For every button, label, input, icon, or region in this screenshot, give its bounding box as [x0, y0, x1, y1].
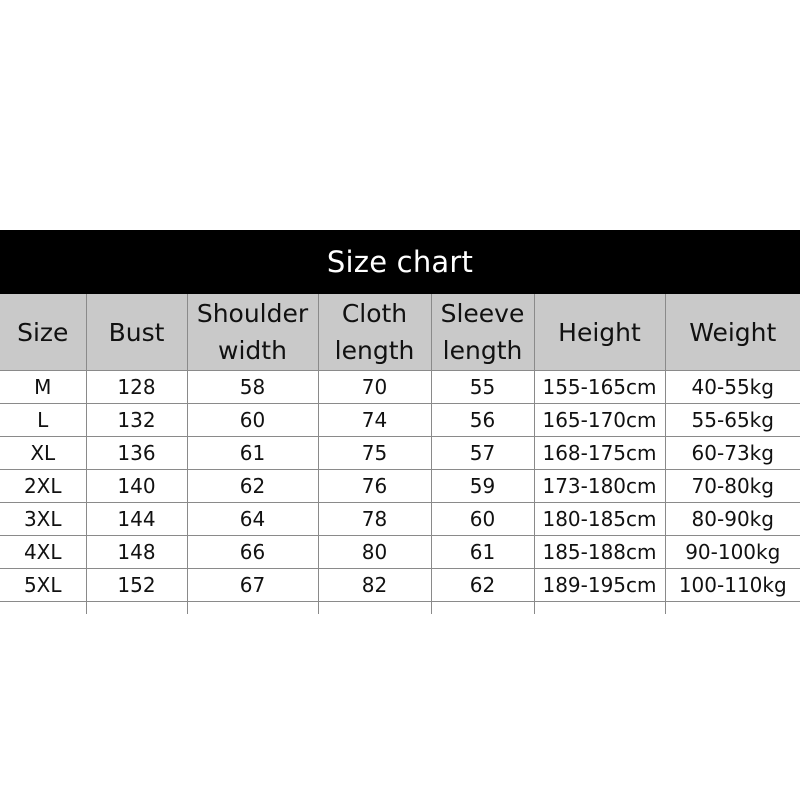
size-chart: [0, 230, 800, 614]
table-row: [0, 437, 800, 470]
chart-title: Size chart: [0, 230, 800, 294]
cell-shoulder-width: 60: [187, 404, 318, 437]
cell-sleeve-length: 60: [431, 503, 534, 536]
cell-shoulder-width: 64: [187, 503, 318, 536]
cell-cloth-length: 78: [318, 503, 431, 536]
cell-height: 189-195cm: [534, 569, 665, 602]
header-size: Size: [0, 294, 86, 371]
table-row: [0, 470, 800, 503]
cell-size: M: [0, 371, 86, 404]
cell-weight: 80-90kg: [665, 503, 800, 536]
table-row: [0, 569, 800, 602]
cell-size: L: [0, 404, 86, 437]
cell-sleeve-length: 57: [431, 437, 534, 470]
cell-height: 155-165cm: [534, 371, 665, 404]
cell-shoulder-width: 61: [187, 437, 318, 470]
header-row: [0, 294, 800, 371]
cell-sleeve-length: 56: [431, 404, 534, 437]
cell-shoulder-width: 58: [187, 371, 318, 404]
cell-height: 185-188cm: [534, 536, 665, 569]
header-shoulder-width: Shoulder width: [187, 294, 318, 371]
table-row: [0, 371, 800, 404]
header-height: Height: [534, 294, 665, 371]
header-weight: Weight: [665, 294, 800, 371]
header-cloth-length: Cloth length: [318, 294, 431, 371]
cell-sleeve-length: 61: [431, 536, 534, 569]
cell-height: 180-185cm: [534, 503, 665, 536]
cell-cloth-length: 74: [318, 404, 431, 437]
cell-weight: 70-80kg: [665, 470, 800, 503]
cell-bust: 152: [86, 569, 187, 602]
cell-weight: 40-55kg: [665, 371, 800, 404]
cell-weight: 100-110kg: [665, 569, 800, 602]
table-row: [0, 503, 800, 536]
cell-shoulder-width: 66: [187, 536, 318, 569]
table-bottom-gridline-stubs: [0, 602, 800, 614]
header-sleeve-length: Sleeve length: [431, 294, 534, 371]
cell-sleeve-length: 55: [431, 371, 534, 404]
header-bust: Bust: [86, 294, 187, 371]
cell-bust: 148: [86, 536, 187, 569]
table-row: [0, 536, 800, 569]
cell-height: 173-180cm: [534, 470, 665, 503]
cell-shoulder-width: 62: [187, 470, 318, 503]
cell-bust: 132: [86, 404, 187, 437]
cell-cloth-length: 80: [318, 536, 431, 569]
cell-weight: 60-73kg: [665, 437, 800, 470]
cell-size: 5XL: [0, 569, 86, 602]
cell-bust: 140: [86, 470, 187, 503]
cell-weight: 55-65kg: [665, 404, 800, 437]
cell-cloth-length: 82: [318, 569, 431, 602]
cell-bust: 144: [86, 503, 187, 536]
cell-bust: 136: [86, 437, 187, 470]
cell-weight: 90-100kg: [665, 536, 800, 569]
cell-shoulder-width: 67: [187, 569, 318, 602]
cell-size: XL: [0, 437, 86, 470]
cell-cloth-length: 76: [318, 470, 431, 503]
cell-sleeve-length: 62: [431, 569, 534, 602]
cell-size: 3XL: [0, 503, 86, 536]
size-table: [0, 294, 800, 602]
cell-bust: 128: [86, 371, 187, 404]
cell-height: 165-170cm: [534, 404, 665, 437]
cell-sleeve-length: 59: [431, 470, 534, 503]
cell-size: 2XL: [0, 470, 86, 503]
cell-cloth-length: 70: [318, 371, 431, 404]
cell-cloth-length: 75: [318, 437, 431, 470]
cell-height: 168-175cm: [534, 437, 665, 470]
cell-size: 4XL: [0, 536, 86, 569]
table-row: [0, 404, 800, 437]
